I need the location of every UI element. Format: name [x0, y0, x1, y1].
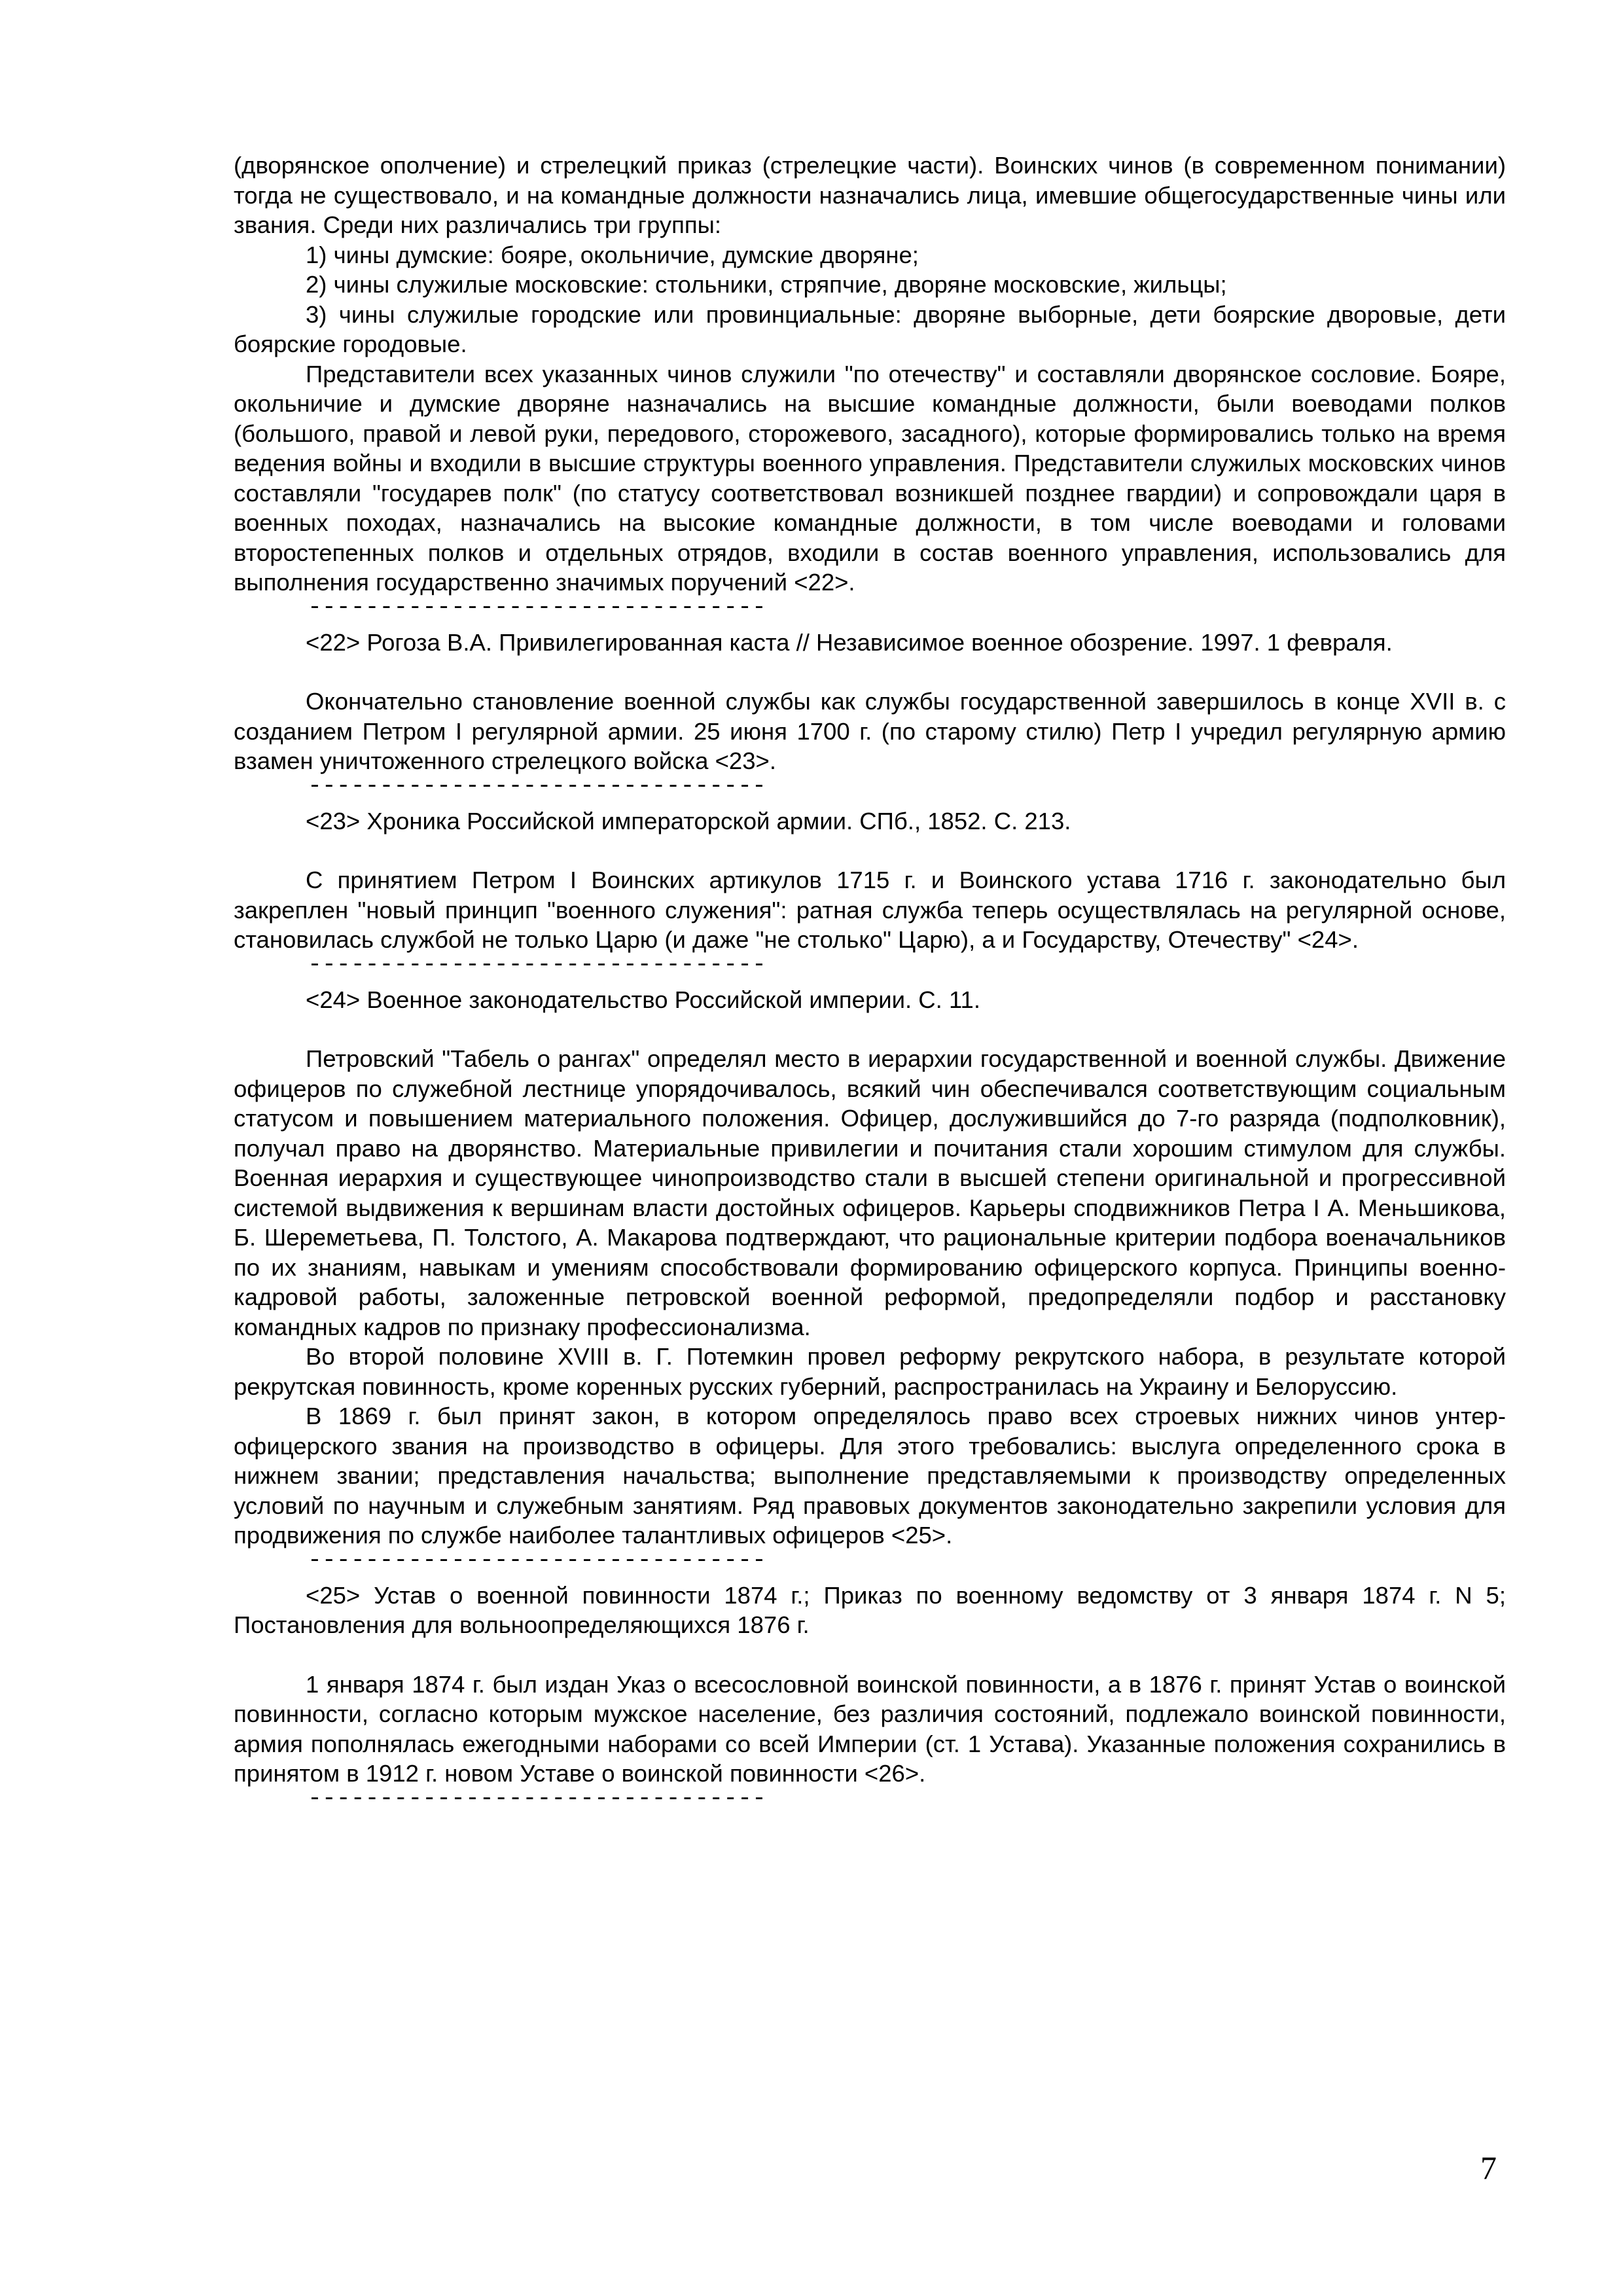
- list-item: 1) чины думские: бояре, окольничие, думские дворяне;: [306, 241, 919, 268]
- paragraph: Петровский "Табель о рангах" определял место в иерархии государственной и военной службы. Движение офицеров по служебной лестнице упорядочивалось, всякий чин обеспечивался соответствующим социальным статусом и повышением материального положения. Офицер, дослужившийся до 7-го разряда (подполковник), получал право на дворянство. Материальные привилегии и почитания стали хорошим стимулом для службы. Военная иерархия и существующее чинопроизводство стали в высшей степени оригинальной и прогрессивной системой выдвижения к вершинам власти достойных офицеров. Карьеры сподвижников Петра I А. Меньшикова, Б. Шереметьева, П. Толстого, А. Макарова подтверждают, что рациональные критерии подбора военачальников по их знаниям, навыкам и умениям способствовали формированию офицерского корпуса. Принципы военно-кадровой работы, заложенные петровской военной реформой, предопределяли подбор и расстановку командных кадров по признаку профессионализма.: [234, 1045, 1506, 1340]
- footnote-22: <22> Рогоза В.А. Привилегированная каста // Независимое военное обозрение. 1997. 1 февраля.: [306, 628, 1393, 656]
- paragraph: Во второй половине XVIII в. Г. Потемкин провел реформу рекрутского набора, в результате которой рекрутская повинность, кроме коренных русских губерний, распространилась на Украину и Белоруссию.: [234, 1343, 1506, 1400]
- footnote-separator: --------------------------------: [308, 1546, 766, 1573]
- list-item: 3) чины служилые городские или провинциальные: дворяне выборные, дети боярские дворовые, дети боярские городовые.: [234, 300, 1506, 357]
- footnote-separator: --------------------------------: [308, 1784, 766, 1812]
- footnote-24: <24> Военное законодательство Российской империи. С. 11.: [306, 986, 980, 1013]
- footnote-23: <23> Хроника Российской императорской армии. СПб., 1852. С. 213.: [306, 807, 1071, 834]
- footnote-separator: --------------------------------: [308, 772, 766, 799]
- footnote-separator: --------------------------------: [308, 593, 766, 620]
- paragraph: 1 января 1874 г. был издан Указ о всесословной воинской повинности, а в 1876 г. принят Устав о воинской повинности, согласно которым мужское население, без различия состояний, подлежало воинской повинности, армия пополнялась ежегодными наборами со всей Империи (ст. 1 Устава). Указанные положения сохранились в принятом в 1912 г. новом Уставе о воинской повинности <26>.: [234, 1670, 1506, 1787]
- footnote-separator: --------------------------------: [308, 950, 766, 978]
- footnote-25: <25> Устав о военной повинности 1874 г.; Приказ по военному ведомству от 3 января 1874 г. N 5; Постановления для вольноопределяющихся 1876 г.: [234, 1581, 1506, 1638]
- paragraph: (дворянское ополчение) и стрелецкий приказ (стрелецкие части). Воинских чинов (в современном понимании) тогда не существовало, и на командные должности назначались лица, имевшие общегосударственные чины или звания. Среди них различались три группы:: [234, 152, 1506, 238]
- paragraph: Представители всех указанных чинов служили "по отечеству" и составляли дворянское сословие. Бояре, окольничие и думские дворяне назначались на высшие командные должности, были воеводами полков (большого, правой и левой руки, передового, сторожевого, засадного), которые формировались только на время ведения войны и входили в высшие структуры военного управления. Представители служилых московских чинов составляли "государев полк" (по статусу соответствовал возникшей позднее гвардии) и сопровождали царя в военных походах, назначались на высокие командные должности, в том числе воеводами и головами второстепенных полков и отдельных отрядов, входили в состав военного управления, использовались для выполнения государственно значимых поручений <22>.: [234, 360, 1506, 596]
- paragraph: В 1869 г. был принят закон, в котором определялось право всех строевых нижних чинов унтер-офицерского звания на производство в офицеры. Для этого требовались: выслуга определенного срока в нижнем звании; представления начальства; выполнение представляемыми к производству определенных условий по научным и служебным занятиям. Ряд правовых документов законодательно закрепили условия для продвижения по службе наиболее талантливых офицеров <25>.: [234, 1403, 1506, 1549]
- document-page: [234, 151, 1506, 1812]
- paragraph: С принятием Петром I Воинских артикулов 1715 г. и Воинского устава 1716 г. законодательно был закреплен "новый принцип "военного служения": ратная служба теперь осуществлялась на регулярной основе, становилась службой не только Царю (и даже "не столько" Царю), а и Государству, Отечеству" <24>.: [234, 867, 1506, 953]
- paragraph: Окончательно становление военной службы как службы государственной завершилось в конце XVII в. с созданием Петром I регулярной армии. 25 июня 1700 г. (по старому стилю) Петр I учредил регулярную армию взамен уничтоженного стрелецкого войска <23>.: [234, 688, 1506, 774]
- page-number: 7: [1480, 2149, 1497, 2186]
- list-item: 2) чины служилые московские: стольники, стряпчие, дворяне московские, жильцы;: [306, 271, 1227, 298]
